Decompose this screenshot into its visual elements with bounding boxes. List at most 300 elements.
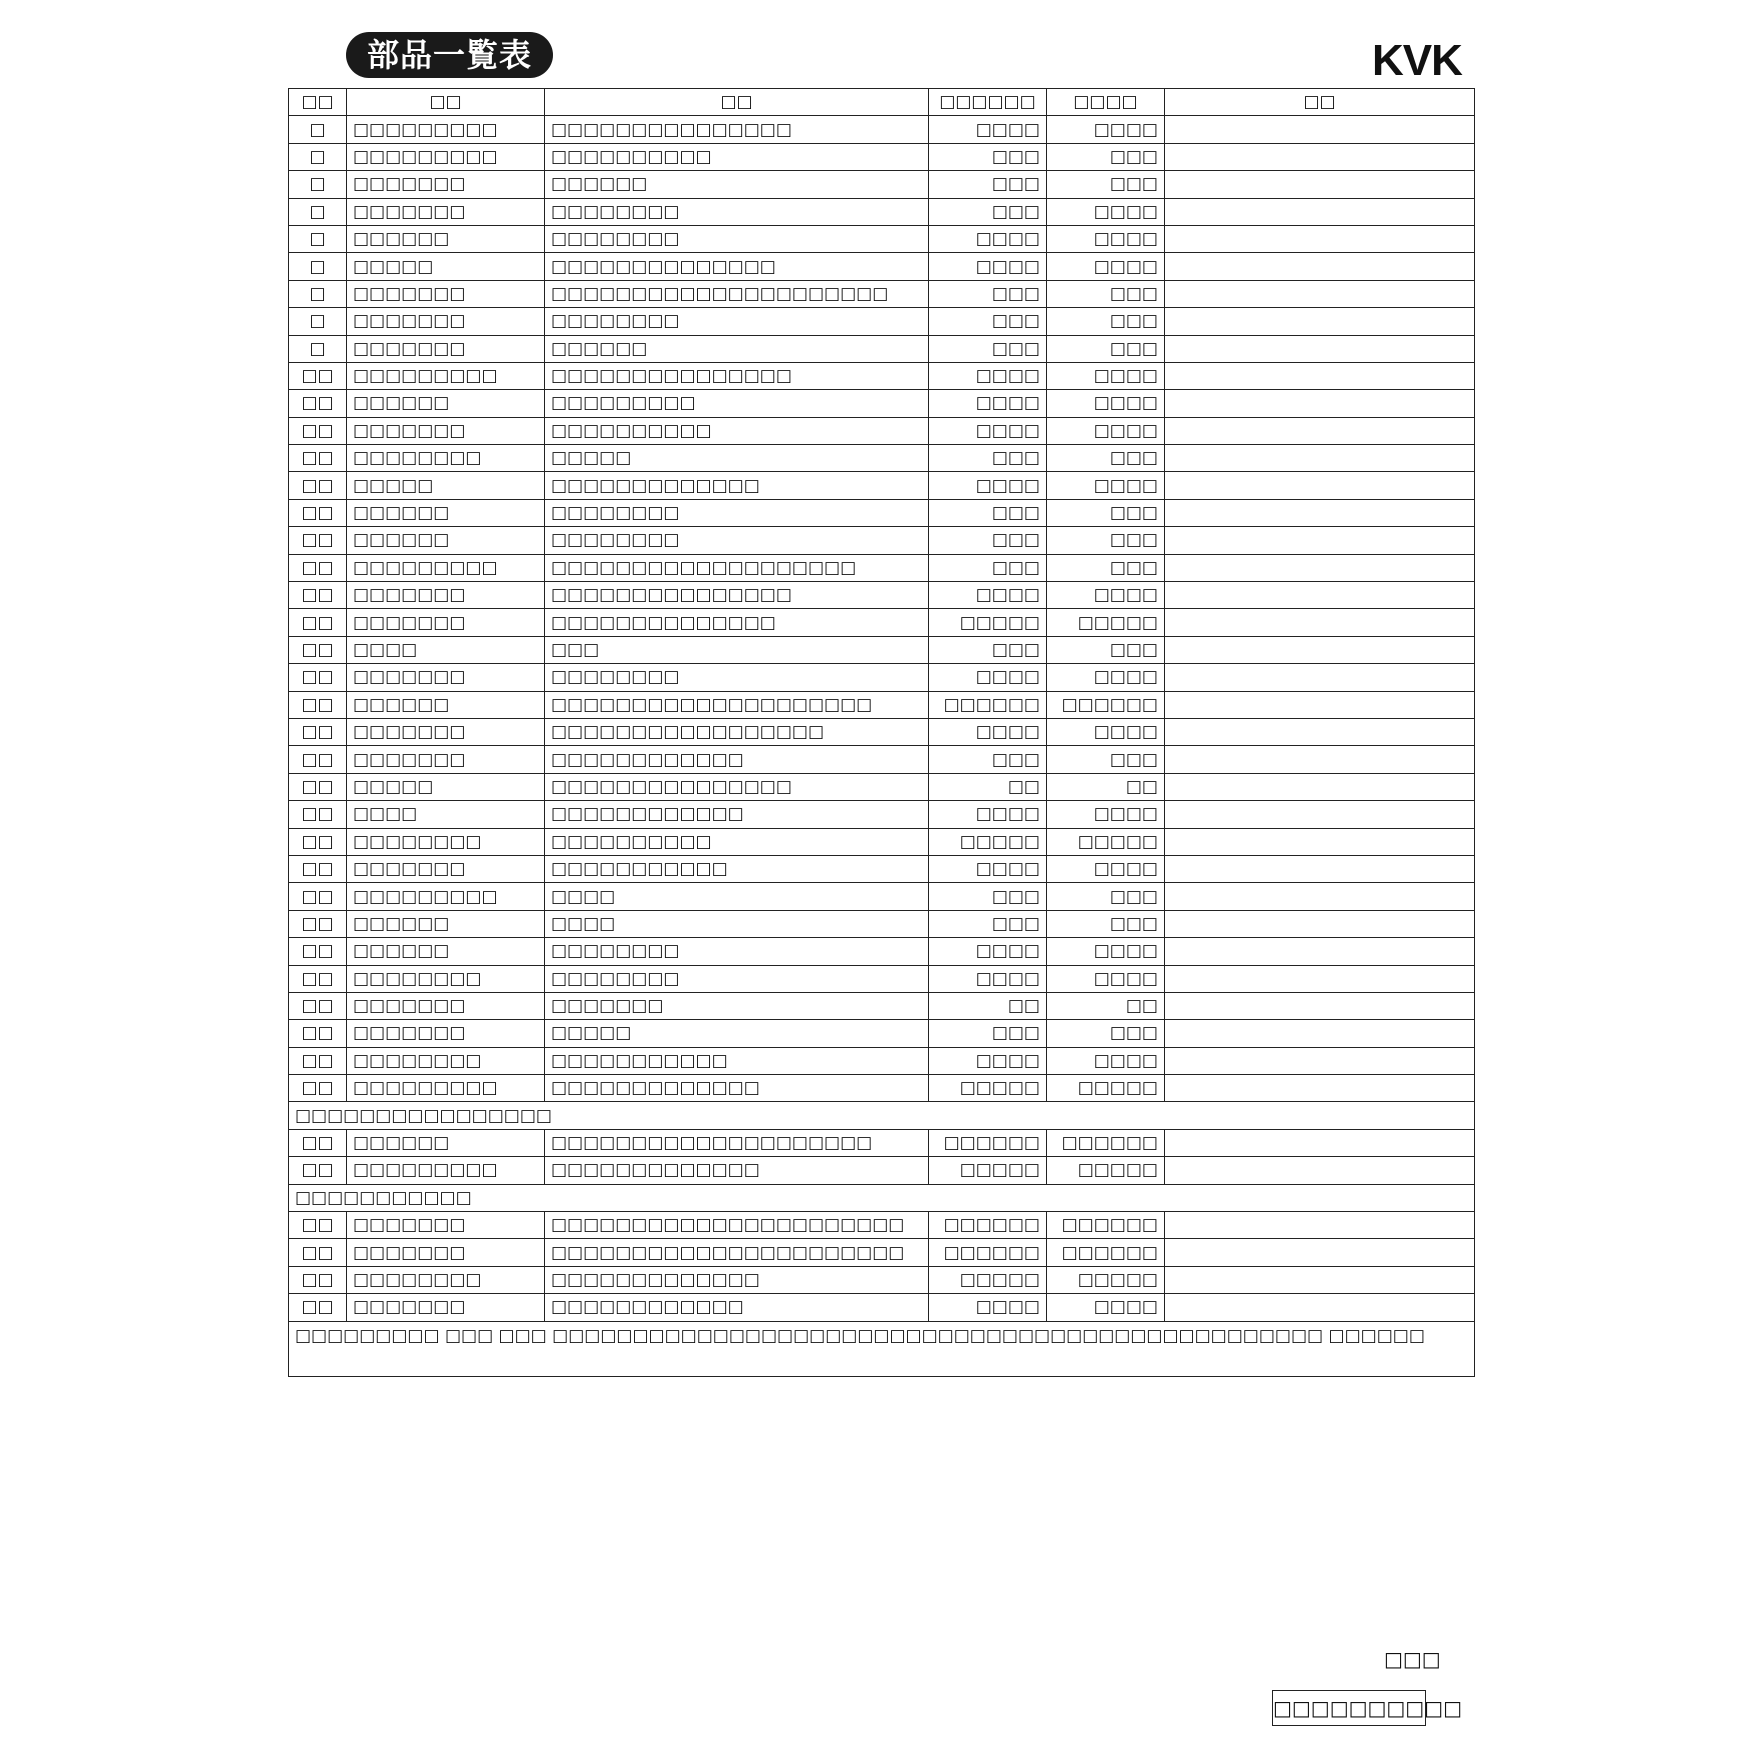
cell-no: □□ xyxy=(289,1047,347,1074)
page-number: □□□ xyxy=(1384,1647,1441,1671)
cell-quantity: □□□ xyxy=(1047,171,1165,198)
table-row xyxy=(289,253,1475,280)
section-row xyxy=(289,1184,1475,1211)
cell-remarks xyxy=(1165,1239,1475,1266)
table-row xyxy=(289,965,1475,992)
cell-price: □□□□ xyxy=(929,965,1047,992)
cell-quantity: □□□□ xyxy=(1047,718,1165,745)
cell-part-number: □□□□□□□ xyxy=(347,198,545,225)
cell-part-name: □□□□□□□□ xyxy=(545,225,929,252)
cell-remarks xyxy=(1165,527,1475,554)
table-row xyxy=(289,445,1475,472)
cell-part-number: □□□□□□□□ xyxy=(347,965,545,992)
cell-remarks xyxy=(1165,965,1475,992)
cell-part-number: □□□□□□ xyxy=(347,691,545,718)
cell-quantity: □□□ xyxy=(1047,499,1165,526)
cell-no: □ xyxy=(289,198,347,225)
cell-remarks xyxy=(1165,1294,1475,1321)
cell-quantity: □□□□□ xyxy=(1047,1266,1165,1293)
cell-part-number: □□□□□□□□ xyxy=(347,828,545,855)
cell-part-name: □□□□□□□□□□□□□ xyxy=(545,1075,929,1102)
cell-no: □ xyxy=(289,253,347,280)
table-row xyxy=(289,390,1475,417)
cell-part-name: □□□□□□□□□□ xyxy=(545,828,929,855)
cell-remarks xyxy=(1165,1212,1475,1239)
cell-price: □□□□ xyxy=(929,362,1047,389)
cell-remarks xyxy=(1165,801,1475,828)
cell-price: □□□□ xyxy=(929,417,1047,444)
cell-part-name: □□□□□□□□□□□□□ xyxy=(545,1157,929,1184)
cell-quantity: □□□□ xyxy=(1047,417,1165,444)
cell-part-name: □□□□□□□□□□□□□□□□□□□□□ xyxy=(545,280,929,307)
cell-part-name: □□□□□□□□□□□□□□□□□□□ xyxy=(545,554,929,581)
column-header-part-number: □□ xyxy=(347,89,545,116)
table-row xyxy=(289,1157,1475,1184)
cell-no: □□ xyxy=(289,499,347,526)
cell-part-number: □□□□□□□ xyxy=(347,335,545,362)
cell-part-number: □□□□□□□□□ xyxy=(347,116,545,143)
column-header-no: □□ xyxy=(289,89,347,116)
cell-no: □□ xyxy=(289,362,347,389)
cell-price: □□□ xyxy=(929,335,1047,362)
cell-remarks xyxy=(1165,225,1475,252)
cell-part-number: □□□□□□□□□ xyxy=(347,1157,545,1184)
section-label: □□□□□□□□□□□□□□□□ xyxy=(289,1102,1475,1129)
cell-quantity: □□□□□□ xyxy=(1047,1239,1165,1266)
cell-part-name: □□□□□□□□□□ xyxy=(545,143,929,170)
cell-no: □□ xyxy=(289,1266,347,1293)
cell-quantity: □□□ xyxy=(1047,636,1165,663)
brand-logo: KVK xyxy=(1372,36,1462,85)
cell-remarks xyxy=(1165,280,1475,307)
table-row xyxy=(289,855,1475,882)
cell-price: □□□ xyxy=(929,445,1047,472)
cell-part-name: □□□□□□□ xyxy=(545,992,929,1019)
cell-no: □□ xyxy=(289,855,347,882)
cell-quantity: □□□□ xyxy=(1047,1047,1165,1074)
cell-no: □□ xyxy=(289,718,347,745)
cell-quantity: □□□□ xyxy=(1047,938,1165,965)
cell-price: □□□□□ xyxy=(929,1266,1047,1293)
table-row xyxy=(289,691,1475,718)
cell-part-name: □□□□□□□□□□□□□ xyxy=(545,472,929,499)
cell-remarks xyxy=(1165,308,1475,335)
cell-no: □□ xyxy=(289,1020,347,1047)
cell-price: □□□ xyxy=(929,746,1047,773)
table-row xyxy=(289,1294,1475,1321)
table-row xyxy=(289,636,1475,663)
cell-price: □□□□ xyxy=(929,1047,1047,1074)
cell-quantity: □□□□ xyxy=(1047,362,1165,389)
cell-part-number: □□□□□□ xyxy=(347,1129,545,1156)
table-row xyxy=(289,746,1475,773)
cell-price: □□□□□ xyxy=(929,828,1047,855)
cell-no: □□ xyxy=(289,1239,347,1266)
cell-no: □□ xyxy=(289,1294,347,1321)
cell-part-name: □□□□□□□□□□□□□□□□□□□□ xyxy=(545,691,929,718)
cell-price: □□□ xyxy=(929,308,1047,335)
cell-quantity: □□ xyxy=(1047,992,1165,1019)
cell-quantity: □□□□ xyxy=(1047,390,1165,417)
cell-quantity: □□□□□□ xyxy=(1047,1212,1165,1239)
cell-no: □□ xyxy=(289,746,347,773)
cell-part-number: □□□□□□□□□ xyxy=(347,1075,545,1102)
cell-part-name: □□□□□□□□□□□□ xyxy=(545,801,929,828)
cell-remarks xyxy=(1165,938,1475,965)
cell-remarks xyxy=(1165,1020,1475,1047)
cell-part-number: □□□□□□□ xyxy=(347,1212,545,1239)
cell-part-name: □□□□□□□□□□ xyxy=(545,417,929,444)
cell-part-number: □□□□□□□ xyxy=(347,664,545,691)
cell-no: □□ xyxy=(289,1157,347,1184)
cell-remarks xyxy=(1165,362,1475,389)
cell-remarks xyxy=(1165,664,1475,691)
cell-remarks xyxy=(1165,1266,1475,1293)
cell-no: □□ xyxy=(289,609,347,636)
cell-remarks xyxy=(1165,746,1475,773)
table-row xyxy=(289,308,1475,335)
cell-quantity: □□□ xyxy=(1047,308,1165,335)
cell-part-number: □□□□□□□□ xyxy=(347,445,545,472)
cell-no: □□ xyxy=(289,445,347,472)
cell-part-name: □□□□□□□□□□□□□□□ xyxy=(545,116,929,143)
table-row xyxy=(289,718,1475,745)
table-row xyxy=(289,527,1475,554)
table-row xyxy=(289,801,1475,828)
cell-part-name: □□□□ xyxy=(545,910,929,937)
cell-no: □□ xyxy=(289,801,347,828)
cell-part-number: □□□□□□□ xyxy=(347,992,545,1019)
cell-remarks xyxy=(1165,828,1475,855)
cell-remarks xyxy=(1165,855,1475,882)
cell-part-number: □□□□□□□ xyxy=(347,280,545,307)
cell-part-number: □□□□□□□□□ xyxy=(347,362,545,389)
cell-remarks xyxy=(1165,883,1475,910)
cell-no: □□ xyxy=(289,527,347,554)
cell-no: □ xyxy=(289,225,347,252)
table-header-row xyxy=(289,89,1475,116)
parts-table xyxy=(288,88,1475,1377)
cell-quantity: □□□□ xyxy=(1047,116,1165,143)
cell-no: □□ xyxy=(289,582,347,609)
cell-part-number: □□□□□□ xyxy=(347,910,545,937)
cell-no: □□ xyxy=(289,1075,347,1102)
cell-quantity: □□□ xyxy=(1047,1020,1165,1047)
table-row xyxy=(289,1129,1475,1156)
cell-part-name: □□□□□□□□□□□□□□□□□□□□□□ xyxy=(545,1212,929,1239)
table-row xyxy=(289,1075,1475,1102)
cell-price: □□□ xyxy=(929,198,1047,225)
cell-remarks xyxy=(1165,1157,1475,1184)
cell-part-number: □□□□□□ xyxy=(347,938,545,965)
cell-quantity: □□□□ xyxy=(1047,801,1165,828)
section-label: □□□□□□□□□□□ xyxy=(289,1184,1475,1211)
cell-part-number: □□□□□ xyxy=(347,773,545,800)
cell-part-number: □□□□□□□ xyxy=(347,171,545,198)
cell-part-name: □□□□□□□□ xyxy=(545,198,929,225)
cell-price: □□□□ xyxy=(929,718,1047,745)
cell-quantity: □□□ xyxy=(1047,445,1165,472)
cell-no: □ xyxy=(289,143,347,170)
cell-price: □□□□ xyxy=(929,664,1047,691)
cell-price: □□□□□□ xyxy=(929,1129,1047,1156)
cell-part-name: □□□□□□□□□□□□□□□ xyxy=(545,582,929,609)
cell-quantity: □□□□□ xyxy=(1047,828,1165,855)
cell-price: □□□□□□ xyxy=(929,691,1047,718)
cell-price: □□□ xyxy=(929,554,1047,581)
cell-price: □□□□□ xyxy=(929,1157,1047,1184)
table-row xyxy=(289,1239,1475,1266)
cell-price: □□□□ xyxy=(929,472,1047,499)
cell-price: □□□□ xyxy=(929,938,1047,965)
cell-part-number: □□□□□□□□ xyxy=(347,1266,545,1293)
cell-quantity: □□□□□ xyxy=(1047,1075,1165,1102)
cell-quantity: □□□□ xyxy=(1047,472,1165,499)
column-header-quantity: □□□□ xyxy=(1047,89,1165,116)
cell-part-name: □□□□□□□□□□□□ xyxy=(545,746,929,773)
table-row xyxy=(289,225,1475,252)
cell-price: □□□ xyxy=(929,527,1047,554)
cell-part-name: □□□□□□□□ xyxy=(545,527,929,554)
cell-remarks xyxy=(1165,253,1475,280)
cell-remarks xyxy=(1165,390,1475,417)
cell-quantity: □□□□ xyxy=(1047,225,1165,252)
cell-remarks xyxy=(1165,499,1475,526)
cell-remarks xyxy=(1165,718,1475,745)
cell-quantity: □□□ xyxy=(1047,527,1165,554)
footnote-row xyxy=(289,1321,1475,1376)
cell-no: □□ xyxy=(289,773,347,800)
cell-price: □□□ xyxy=(929,499,1047,526)
cell-remarks xyxy=(1165,143,1475,170)
cell-quantity: □□□ xyxy=(1047,910,1165,937)
footnote-text: □□□□□□□□□ □□□ □□□ □□□□□□□□□□□□□□□□□□□□□□□□□□□□□□□□□□□□□□□□□□□□□□□□ □□□□□□ xyxy=(289,1321,1475,1376)
table-row xyxy=(289,828,1475,855)
cell-price: □□□□ xyxy=(929,1294,1047,1321)
cell-part-name: □□□□□□□□□□□□ xyxy=(545,1294,929,1321)
table-row xyxy=(289,280,1475,307)
cell-no: □□ xyxy=(289,664,347,691)
cell-part-name: □□□□ xyxy=(545,883,929,910)
cell-part-name: □□□□□□□□ xyxy=(545,938,929,965)
cell-price: □□ xyxy=(929,992,1047,1019)
cell-no: □ xyxy=(289,335,347,362)
cell-price: □□□□ xyxy=(929,582,1047,609)
table-body xyxy=(289,116,1475,1376)
cell-price: □□□□ xyxy=(929,225,1047,252)
cell-price: □□□□ xyxy=(929,855,1047,882)
cell-price: □□□ xyxy=(929,171,1047,198)
cell-no: □□ xyxy=(289,1129,347,1156)
cell-price: □□□□□ xyxy=(929,609,1047,636)
cell-no: □□ xyxy=(289,417,347,444)
cell-quantity: □□□□□ xyxy=(1047,1157,1165,1184)
cell-price: □□ xyxy=(929,773,1047,800)
cell-part-name: □□□□□□□□□□□□□□ xyxy=(545,253,929,280)
table-row xyxy=(289,664,1475,691)
cell-price: □□□ xyxy=(929,883,1047,910)
cell-remarks xyxy=(1165,691,1475,718)
cell-part-number: □□□□□□□ xyxy=(347,855,545,882)
cell-quantity: □□ xyxy=(1047,773,1165,800)
cell-no: □ xyxy=(289,280,347,307)
cell-part-number: □□□□ xyxy=(347,636,545,663)
table-row xyxy=(289,1266,1475,1293)
cell-no: □□ xyxy=(289,691,347,718)
cell-price: □□□ xyxy=(929,143,1047,170)
cell-no: □□ xyxy=(289,883,347,910)
cell-remarks xyxy=(1165,1075,1475,1102)
cell-part-number: □□□□□□ xyxy=(347,225,545,252)
cell-remarks xyxy=(1165,1129,1475,1156)
cell-remarks xyxy=(1165,335,1475,362)
cell-no: □□ xyxy=(289,636,347,663)
table-row xyxy=(289,362,1475,389)
cell-part-number: □□□□□□□ xyxy=(347,1239,545,1266)
cell-no: □ xyxy=(289,171,347,198)
table-row xyxy=(289,116,1475,143)
column-header-remarks: □□ xyxy=(1165,89,1475,116)
cell-part-number: □□□□□□□ xyxy=(347,308,545,335)
table-row xyxy=(289,582,1475,609)
cell-quantity: □□□□□□ xyxy=(1047,691,1165,718)
cell-part-name: □□□□□□□□□□□□□□□□□□□□□□ xyxy=(545,1239,929,1266)
cell-no: □□ xyxy=(289,472,347,499)
cell-part-name: □□□□□□ xyxy=(545,335,929,362)
table-row xyxy=(289,417,1475,444)
cell-price: □□□ xyxy=(929,1020,1047,1047)
cell-no: □ xyxy=(289,116,347,143)
cell-part-number: □□□□□□ xyxy=(347,527,545,554)
cell-part-number: □□□□□□□□ xyxy=(347,1047,545,1074)
cell-quantity: □□□ xyxy=(1047,883,1165,910)
cell-part-name: □□□ xyxy=(545,636,929,663)
cell-price: □□□ xyxy=(929,636,1047,663)
table-row xyxy=(289,1047,1475,1074)
cell-part-number: □□□□□ xyxy=(347,472,545,499)
cell-remarks xyxy=(1165,116,1475,143)
cell-part-name: □□□□□□□□□□□□□□□ xyxy=(545,362,929,389)
table-row xyxy=(289,1212,1475,1239)
cell-price: □□□□ xyxy=(929,390,1047,417)
cell-part-name: □□□□□□□□ xyxy=(545,308,929,335)
cell-part-number: □□□□□□□ xyxy=(347,718,545,745)
cell-part-name: □□□□□□□□□□□ xyxy=(545,1047,929,1074)
cell-no: □□ xyxy=(289,554,347,581)
cell-remarks xyxy=(1165,636,1475,663)
cell-remarks xyxy=(1165,554,1475,581)
cell-remarks xyxy=(1165,198,1475,225)
table-row xyxy=(289,472,1475,499)
cell-no: □□ xyxy=(289,390,347,417)
cell-price: □□□ xyxy=(929,280,1047,307)
cell-part-number: □□□□□□□ xyxy=(347,1294,545,1321)
cell-quantity: □□□□ xyxy=(1047,582,1165,609)
column-header-price: □□□□□□ xyxy=(929,89,1047,116)
column-header-part-name: □□ xyxy=(545,89,929,116)
cell-remarks xyxy=(1165,417,1475,444)
cell-quantity: □□□□ xyxy=(1047,664,1165,691)
cell-price: □□□□ xyxy=(929,253,1047,280)
cell-part-number: □□□□□□ xyxy=(347,390,545,417)
cell-remarks xyxy=(1165,582,1475,609)
cell-part-name: □□□□□ xyxy=(545,445,929,472)
table-row xyxy=(289,554,1475,581)
cell-no: □□ xyxy=(289,992,347,1019)
cell-quantity: □□□ xyxy=(1047,335,1165,362)
cell-quantity: □□□□ xyxy=(1047,198,1165,225)
cell-part-number: □□□□□□□ xyxy=(347,746,545,773)
cell-price: □□□□□□ xyxy=(929,1212,1047,1239)
cell-part-number: □□□□□□□□□ xyxy=(347,883,545,910)
cell-remarks xyxy=(1165,773,1475,800)
cell-price: □□□□□□ xyxy=(929,1239,1047,1266)
table-row xyxy=(289,938,1475,965)
cell-part-number: □□□□□ xyxy=(347,253,545,280)
cell-price: □□□□ xyxy=(929,801,1047,828)
cell-part-number: □□□□ xyxy=(347,801,545,828)
cell-quantity: □□□ xyxy=(1047,746,1165,773)
cell-remarks xyxy=(1165,445,1475,472)
cell-no: □□ xyxy=(289,1212,347,1239)
page-title: 部品一覧表 xyxy=(346,32,553,78)
cell-quantity: □□□□□□ xyxy=(1047,1129,1165,1156)
cell-price: □□□□□ xyxy=(929,1075,1047,1102)
cell-quantity: □□□□□ xyxy=(1047,609,1165,636)
cell-part-name: □□□□□□□□□□□□□□□ xyxy=(545,773,929,800)
cell-no: □□ xyxy=(289,938,347,965)
cell-part-number: □□□□□□□□□ xyxy=(347,554,545,581)
cell-part-name: □□□□□□□□ xyxy=(545,664,929,691)
section-row xyxy=(289,1102,1475,1129)
cell-remarks xyxy=(1165,992,1475,1019)
cell-price: □□□ xyxy=(929,910,1047,937)
cell-no: □ xyxy=(289,308,347,335)
cell-part-number: □□□□□□□□□ xyxy=(347,143,545,170)
cell-part-name: □□□□□ xyxy=(545,1020,929,1047)
cell-no: □□ xyxy=(289,965,347,992)
cell-quantity: □□□ xyxy=(1047,143,1165,170)
table-row xyxy=(289,609,1475,636)
cell-quantity: □□□□ xyxy=(1047,253,1165,280)
table-row xyxy=(289,992,1475,1019)
cell-quantity: □□□ xyxy=(1047,280,1165,307)
table-row xyxy=(289,773,1475,800)
cell-part-number: □□□□□□□ xyxy=(347,417,545,444)
cell-part-number: □□□□□□ xyxy=(347,499,545,526)
cell-part-number: □□□□□□□ xyxy=(347,1020,545,1047)
cell-quantity: □□□□ xyxy=(1047,1294,1165,1321)
cell-part-name: □□□□□□□□□□□□□□□□□□□□ xyxy=(545,1129,929,1156)
cell-part-number: □□□□□□□ xyxy=(347,609,545,636)
cell-quantity: □□□ xyxy=(1047,554,1165,581)
cell-part-name: □□□□□□□□ xyxy=(545,965,929,992)
table-row xyxy=(289,883,1475,910)
cell-remarks xyxy=(1165,910,1475,937)
cell-part-name: □□□□□□□□ xyxy=(545,499,929,526)
table-row xyxy=(289,910,1475,937)
cell-part-name: □□□□□□□□□□□ xyxy=(545,855,929,882)
cell-part-number: □□□□□□□ xyxy=(347,582,545,609)
table-row xyxy=(289,1020,1475,1047)
cell-part-name: □□□□□□ xyxy=(545,171,929,198)
cell-remarks xyxy=(1165,609,1475,636)
cell-part-name: □□□□□□□□□□□□□□ xyxy=(545,609,929,636)
cell-no: □□ xyxy=(289,910,347,937)
cell-price: □□□□ xyxy=(929,116,1047,143)
cell-remarks xyxy=(1165,171,1475,198)
table-row xyxy=(289,171,1475,198)
